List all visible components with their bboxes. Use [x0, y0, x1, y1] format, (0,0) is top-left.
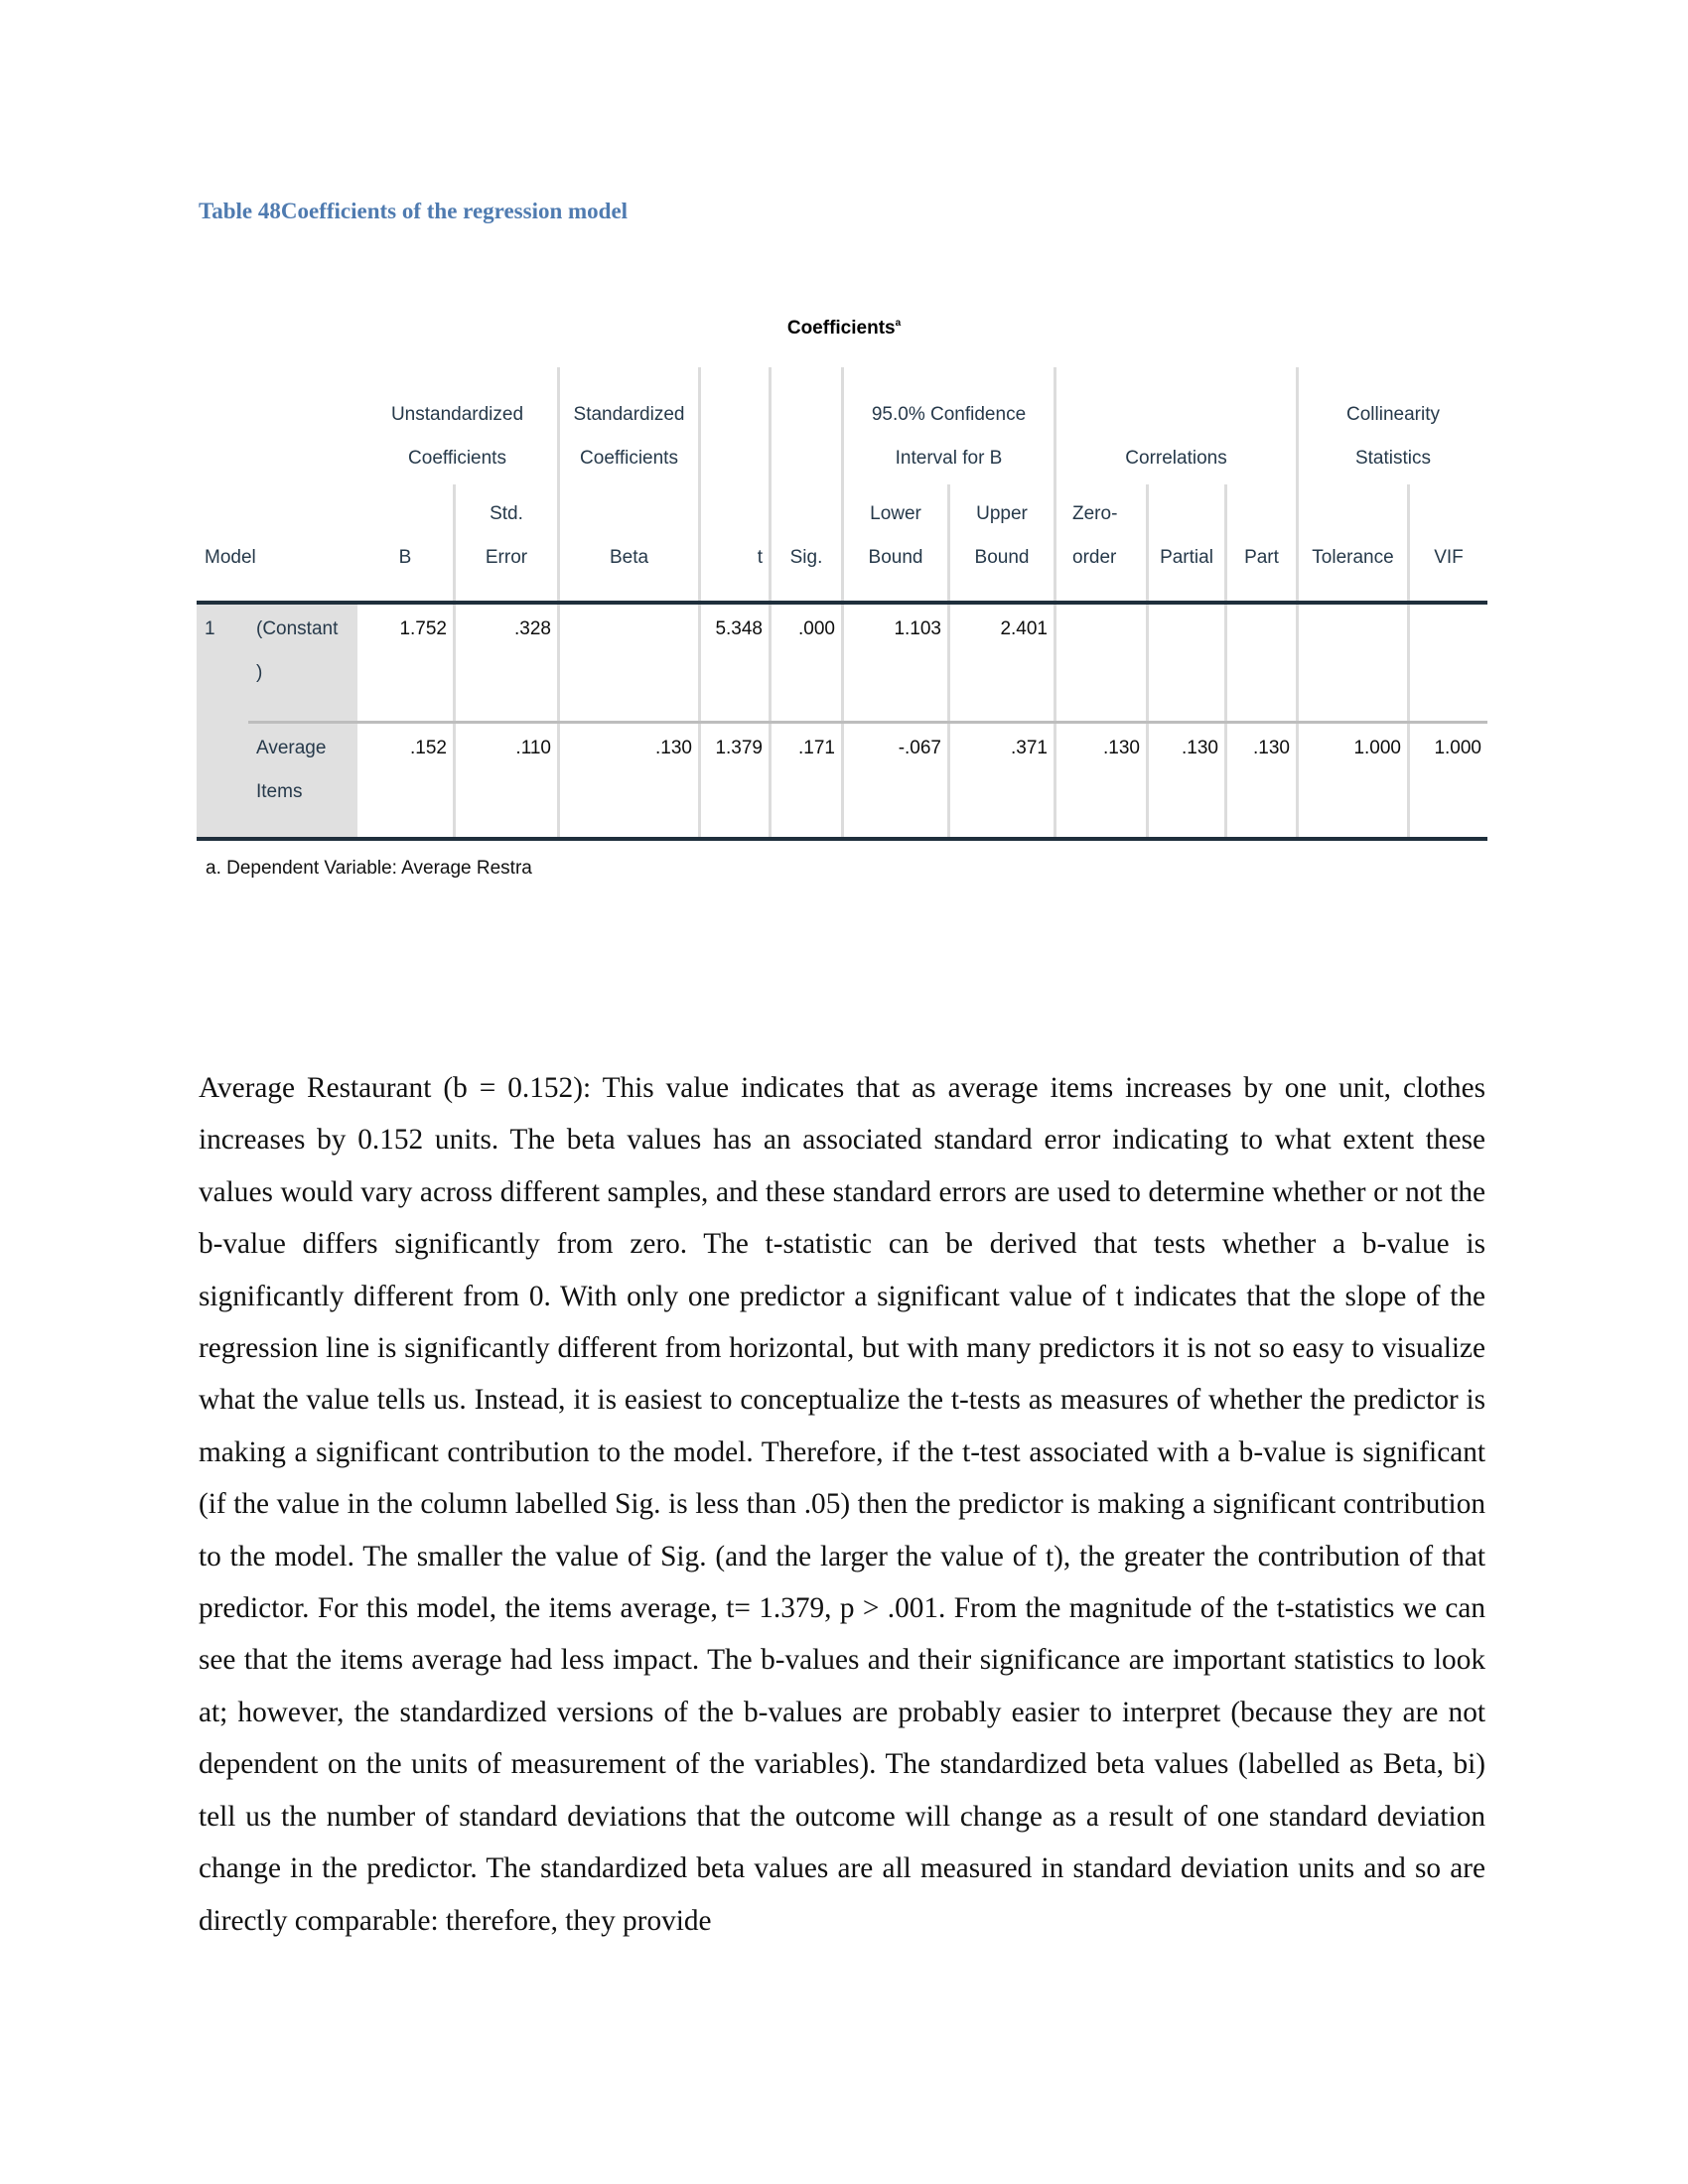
column-header-std-error	[456, 492, 557, 580]
row-label-average-items	[256, 727, 355, 814]
column-header-t: t	[757, 547, 763, 568]
cell-b: 1.752	[399, 618, 447, 639]
group-header-collinearity	[1299, 393, 1487, 480]
column-header-upper-bound	[950, 492, 1054, 580]
row-label-line: Average	[256, 738, 327, 758]
cell-part: .130	[1253, 738, 1290, 758]
column-header-zero-order	[1056, 492, 1146, 580]
column-header-tolerance: Tolerance	[1312, 547, 1394, 568]
header-line: Upper	[976, 503, 1028, 524]
cell-tolerance: 1.000	[1353, 738, 1401, 758]
header-line: Interval for B	[895, 448, 1003, 469]
table-footnote: a. Dependent Variable: Average Restra	[206, 858, 532, 879]
body-paragraph: Average Restaurant (b = 0.152): This value indicates that as average items increases by one unit, clothes increases by 0.152 units. The beta values has an associated standard error indicating to what extent these values would vary across different samples, and these standard errors are used to determine whether or not the b-value differs significantly from zero. The t-statistic can be derived that tests whether a b-value is significantly different from 0. With only one predictor a significant value of t indicates that the slope of the regression line is significantly different from horizontal, but with many predictors it is not so easy to visualize what the value tells us. Instead, it is easiest to conceptualize the t-tests as measures of whether the predictor is making a significant contribution to the model. Therefore, if the t-test associated with a b-value is significant (if the value in the column labelled Sig. is less than .05) then the predictor is making a significant contribution to the model. The smaller the value of Sig. (and the larger the value of t), the greater the contribution of that predictor. For this model, the items average, t= 1.379, p > .001. From the magnitude of the t-statistics we can see that the items average had less impact. The b-values and their significance are important statistics to look at; however, the standardized versions of the b-values are probably easier to interpret (because they are not dependent on the units of measurement of the variables). The standardized beta values (labelled as Beta, bi) tell us the number of standard deviations that the outcome will change as a result of one standard deviation change in the predictor. The standardized beta values are all measured in standard deviation units and so are directly comparable: therefore, they provide	[199, 1072, 1485, 1937]
header-line: 95.0% Confidence	[871, 404, 1027, 425]
cell-sig: .171	[798, 738, 835, 758]
cell-partial: .130	[1182, 738, 1218, 758]
group-header-confidence	[844, 393, 1054, 480]
cell-sig: .000	[798, 618, 835, 639]
row-label-line: )	[256, 662, 263, 683]
cell-t: 5.348	[715, 618, 763, 639]
header-line: order	[1072, 547, 1117, 568]
column-header-sig: Sig.	[789, 547, 823, 568]
cell-beta: .130	[655, 738, 692, 758]
cell-upper-bound: .371	[1011, 738, 1048, 758]
cell-t: 1.379	[715, 738, 763, 758]
table-caption: Table 48Coefficients of the regression model	[199, 199, 629, 223]
cell-std-error: .328	[514, 618, 551, 639]
bottom-rule	[197, 837, 1487, 841]
row-label-line: (Constant	[256, 618, 339, 639]
header-line: Coefficients	[580, 448, 678, 469]
column-header-part: Part	[1244, 547, 1279, 568]
table-title-text: Coefficients	[786, 318, 896, 339]
column-header-b: B	[398, 547, 412, 568]
cell-std-error: .110	[515, 738, 551, 758]
table-title	[0, 318, 1688, 340]
header-line: Coefficients	[408, 448, 506, 469]
header-line: Bound	[868, 547, 923, 568]
header-line: Error	[485, 547, 528, 568]
header-line: Collinearity	[1346, 404, 1440, 425]
column-header-beta: Beta	[609, 547, 649, 568]
header-line: Correlations	[1125, 448, 1227, 469]
header-line: Standardized	[573, 404, 685, 425]
header-line: Unstandardized	[390, 404, 524, 425]
row-label-constant	[256, 608, 355, 695]
column-header-partial: Partial	[1160, 547, 1213, 568]
header-line: Statistics	[1354, 448, 1432, 469]
column-header-model: Model	[205, 547, 256, 568]
table-title-superscript: a	[895, 318, 902, 329]
cell-upper-bound: 2.401	[1000, 618, 1048, 639]
cell-lower-bound: 1.103	[894, 618, 941, 639]
cell-lower-bound: -.067	[898, 738, 941, 758]
cell-b: .152	[410, 738, 447, 758]
cell-vif: 1.000	[1434, 738, 1481, 758]
group-header-unstandardized	[357, 393, 557, 480]
header-line: Zero-	[1072, 503, 1118, 524]
column-header-vif: VIF	[1434, 547, 1464, 568]
model-number: 1	[205, 618, 215, 639]
row-separator	[248, 721, 1487, 724]
column-header-lower-bound	[844, 492, 947, 580]
header-rule	[197, 601, 1487, 605]
header-line: Lower	[870, 503, 921, 524]
header-line: Std.	[490, 503, 523, 524]
row-label-line: Items	[256, 781, 303, 802]
cell-zero-order: .130	[1103, 738, 1140, 758]
group-header-correlations	[1056, 437, 1296, 480]
group-header-standardized	[560, 393, 698, 480]
header-line: Bound	[974, 547, 1030, 568]
